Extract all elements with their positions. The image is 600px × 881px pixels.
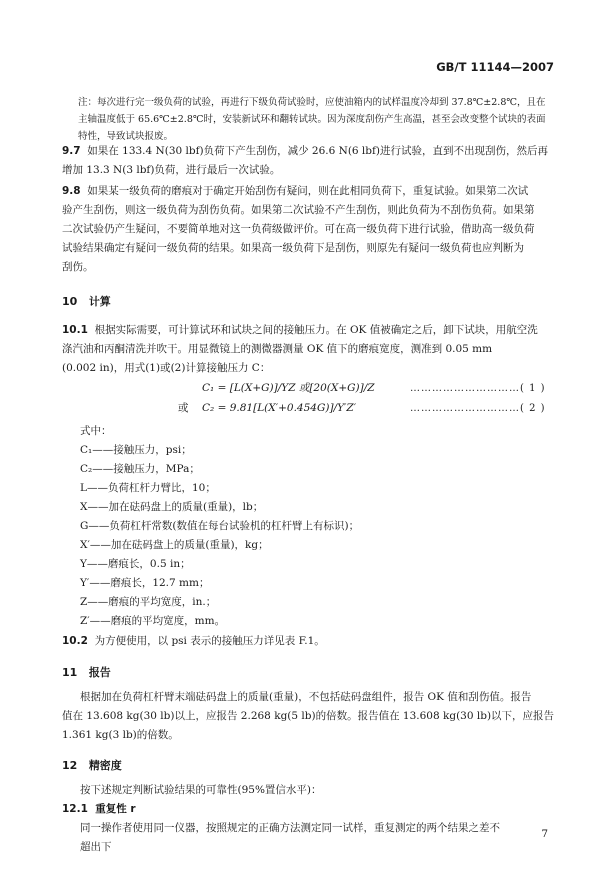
clause-9-8-line2: 验产生刮伤，则这一级负荷为刮伤负荷。如果第二次试验不产生刮伤，则此负荷为不刮伤负荷。如果第 — [62, 204, 535, 216]
clause-9-7-line2: 增加 13.3 N(3 lbf)负荷，进行最后一次试验。 — [62, 164, 281, 176]
clause-10-1-line3: (0.002 in)，用式(1)或(2)计算接触压力 C： — [62, 362, 271, 374]
variable-item: X——加在砝码盘上的质量(重量)，lb； — [80, 501, 264, 513]
standard-number: GB/T 11144—2007 — [436, 60, 554, 74]
variable-item: C₂——接触压力，MPa； — [80, 463, 200, 475]
report-line2: 值在 13.608 kg(30 lb)以上，应报告 2.268 kg(5 lb)的倍数。报告值在 13.608 kg(30 lb)以下，应报告 — [62, 710, 555, 722]
precision-intro: 按下述规定判断试验结果的可靠性(95%置信水平)： — [80, 784, 322, 796]
clause-number: 9.7 — [62, 145, 81, 157]
section-10-heading: 10 计算 — [62, 295, 111, 308]
clause-9-8-line4: 试验结果确定有疑问一级负荷的结果。如果高一级负荷下是刮伤，则原先有疑问一级负荷也应判断为 — [62, 242, 524, 254]
variable-item: Z′——磨痕的平均宽度，mm。 — [80, 615, 226, 627]
clause-12-1-heading: 12.1 重复性 r — [62, 803, 136, 815]
page-number: 7 — [541, 828, 548, 840]
equation-2-or: 或 — [178, 402, 189, 414]
clause-10-2: 10.2 为方便使用，以 psi 表示的接触压力详见表 F.1。 — [62, 635, 325, 647]
equation-1: C₁ = [L(X+G)]/YZ 或[20(X+G)]/Z — [202, 382, 375, 394]
variable-item: X′——加在砝码盘上的质量(重量)，kg； — [80, 539, 269, 551]
clause-number: 10.2 — [62, 635, 88, 647]
variable-list — [80, 441, 359, 631]
clause-9-8-line5: 刮伤。 — [62, 261, 94, 273]
note-paragraph: 注：每次进行完一级负荷的试验，再进行下级负荷试验时，应使油箱内的试样温度冷却到 37.8℃±2.8℃，且在主轴温度低于 65.6℃±2.8℃时，安装新试环和翻转试块。因为深度刮伤产生高温，甚至会改变整个试块的表面特性，导致试块报废。 — [78, 97, 546, 142]
where-label: 式中： — [80, 425, 112, 437]
variable-item: L——负荷杠杆力臂比，10； — [80, 482, 216, 494]
clause-9-8-line3: 二次试验仍产生疑问，不要简单地对这一负荷级做评价。可在高一级负荷下进行试验，借助高一级负荷 — [62, 223, 535, 235]
section-12-heading: 12 精密度 — [62, 759, 122, 772]
equation-2-number: …………………………( 2 ) — [410, 403, 546, 414]
equation-2: C₂ = 9.81[L(X′+0.454G)]/Y′Z′ — [202, 402, 357, 414]
clause-9-8: 9.8 如果某一级负荷的磨痕对于确定开始刮伤有疑问，则在此相同负荷下，重复试验。如果第二次试 — [62, 185, 529, 197]
clause-10-1-line2: 涤汽油和丙酮清洗并吹干。用显微镜上的测微器测量 OK 值下的磨痕宽度，测准到 0.05 mm — [62, 343, 493, 355]
equation-1-number: …………………………( 1 ) — [410, 383, 546, 394]
variable-item: G——负荷杠杆常数(数值在每台试验机的杠杆臂上有标识)； — [80, 520, 360, 532]
clause-number: 10.1 — [62, 324, 88, 336]
clause-10-1: 10.1 根据实际需要，可计算试环和试块之间的接触压力。在 OK 值被确定之后，卸下试块，用航空洗 — [62, 324, 538, 336]
clause-9-7: 9.7 如果在 133.4 N(30 lbf)负荷下产生刮伤，减少 26.6 N(6 lbf)进行试验，直到不出现刮伤，然后再 — [62, 145, 548, 157]
variable-item: C₁——接触压力，psi； — [80, 444, 192, 456]
report-line3: 1.361 kg(3 lb)的倍数。 — [62, 729, 179, 741]
clause-number: 9.8 — [62, 185, 81, 197]
repeatability-line1: 同一操作者使用同一仪器，按照规定的正确方法测定同一试样，重复测定的两个结果之差不超出下 — [80, 822, 500, 853]
variable-item: Y——磨痕长，0.5 in； — [80, 558, 191, 570]
variable-item: Z——磨痕的平均宽度，in.； — [80, 596, 217, 608]
section-11-heading: 11 报告 — [62, 666, 111, 679]
report-line1: 根据加在负荷杠杆臂末端砝码盘上的质量(重量)，不包括砝码盘组件，报告 OK 值和刮伤值。报告 — [80, 691, 532, 703]
variable-item: Y′——磨痕长，12.7 mm； — [80, 577, 210, 589]
